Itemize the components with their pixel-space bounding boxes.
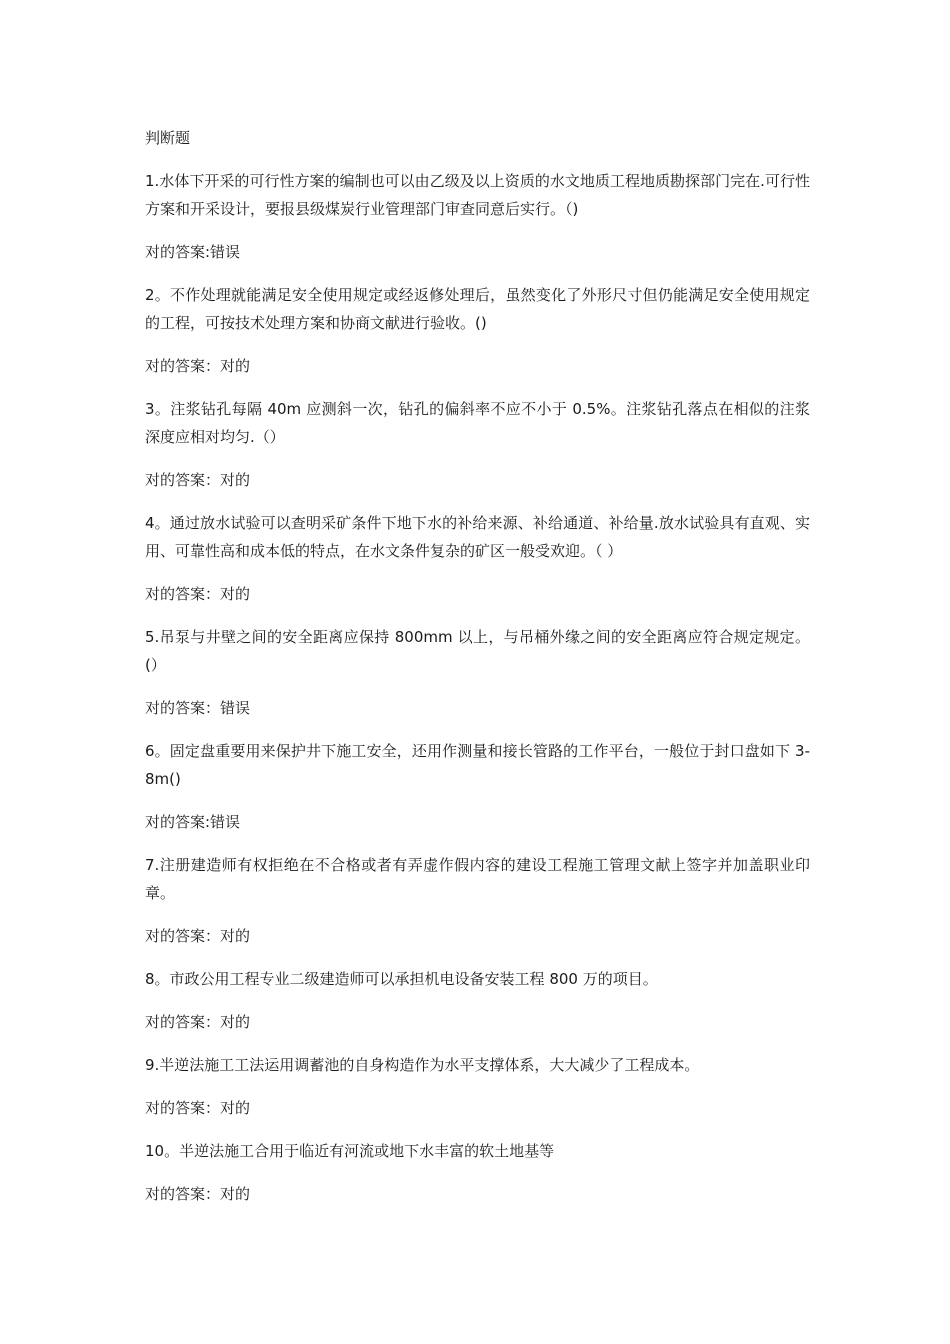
question-1: 1.水体下开采的可行性方案的编制也可以由乙级及以上资质的水文地质工程地质勘探部门完在.可行性方案和开采设计，要报县级煤炭行业管理部门审查同意后实行。（)	[145, 172, 810, 218]
question-4: 4。通过放水试验可以查明采矿条件下地下水的补给来源、补给通道、补给量.放水试验具有直观、实用、可靠性高和成本低的特点，在水文条件复杂的矿区一般受欢迎。（ ）	[145, 514, 810, 560]
question-6: 6。固定盘重要用来保护井下施工安全，还用作测量和接长管路的工作平台，一般位于封口盘如下 3-8m()	[145, 742, 810, 788]
answer-7: 对的答案：对的	[145, 927, 251, 945]
question-9: 9.半逆法施工工法运用调蓄池的自身构造作为水平支撑体系，大大减少了工程成本。	[145, 1056, 700, 1074]
answer-8: 对的答案：对的	[145, 1013, 251, 1031]
question-8: 8。市政公用工程专业二级建造师可以承担机电设备安装工程 800 万的项目。	[145, 970, 658, 988]
answer-5: 对的答案：错误	[145, 699, 251, 717]
question-10: 10。半逆法施工合用于临近有河流或地下水丰富的软土地基等	[145, 1142, 555, 1160]
answer-3: 对的答案：对的	[145, 471, 251, 489]
document-body	[145, 124, 810, 1223]
question-7: 7.注册建造师有权拒绝在不合格或者有弄虚作假内容的建设工程施工管理文献上签字并加盖职业印章。	[145, 856, 810, 902]
question-3: 3。注浆钻孔每隔 40m 应测斜一次，钻孔的偏斜率不应不小于 0.5%。注浆钻孔落点在相似的注浆深度应相对均匀.（）	[145, 400, 810, 446]
answer-1: 对的答案:错误	[145, 243, 241, 261]
answer-10: 对的答案：对的	[145, 1185, 251, 1203]
answer-2: 对的答案：对的	[145, 357, 251, 375]
question-2: 2。不作处理就能满足安全使用规定或经返修处理后，虽然变化了外形尺寸但仍能满足安全使用规定的工程，可按技术处理方案和协商文献进行验收。()	[145, 286, 810, 332]
question-5: 5.吊泵与井壁之间的安全距离应保持 800mm 以上，与吊桶外缘之间的安全距离应符合规定规定。(）	[145, 628, 810, 674]
answer-6: 对的答案:错误	[145, 813, 241, 831]
section-title: 判断题	[145, 129, 191, 147]
answer-9: 对的答案：对的	[145, 1099, 251, 1117]
answer-4: 对的答案：对的	[145, 585, 251, 603]
